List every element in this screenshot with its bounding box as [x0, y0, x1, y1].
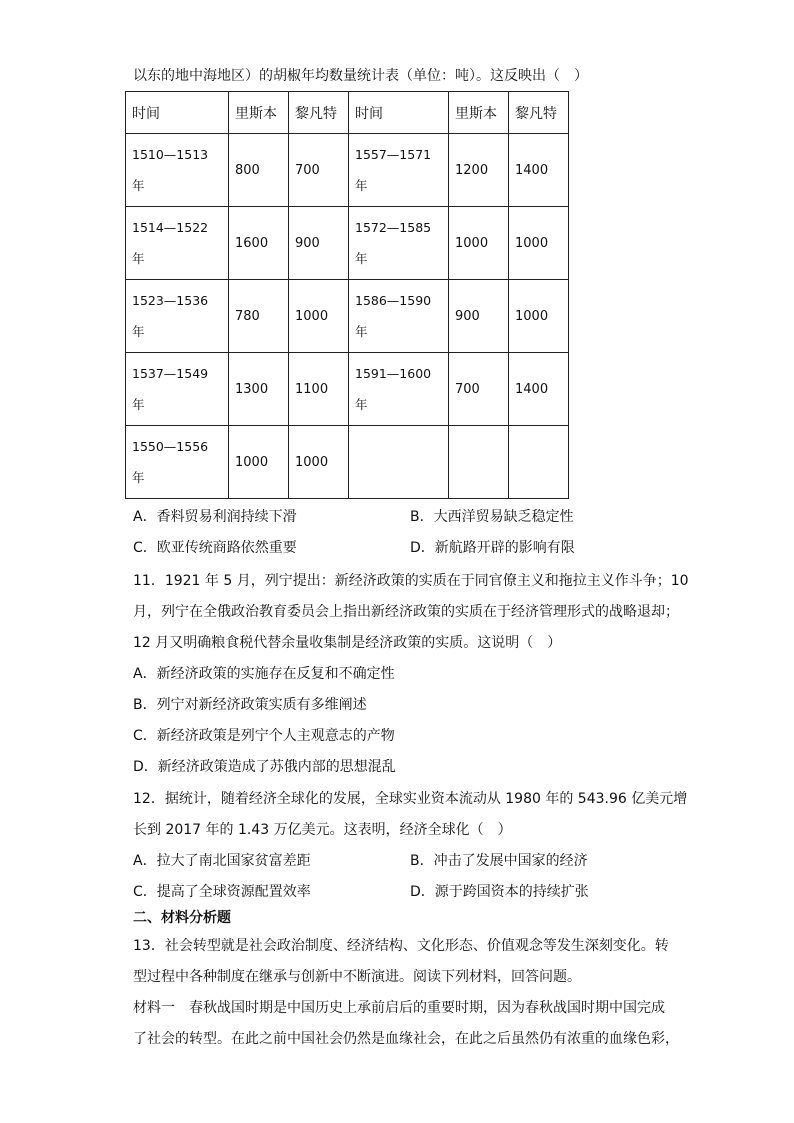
period-range: 1586—1590	[355, 293, 432, 308]
period-unit: 年	[355, 324, 368, 339]
q11-stem-line: 11．1921 年 5 月，列宁提出：新经济政策的实质在于同官僚主义和拖拉主义作斗争；10	[133, 573, 689, 589]
table-cell-levant: 900	[289, 207, 349, 280]
table-header-row	[126, 92, 569, 134]
period-range: 1557—1571	[355, 147, 432, 162]
table-cell-levant: 1400	[509, 134, 569, 207]
table-cell-lisbon: 780	[229, 280, 289, 353]
header-time-2: 时间	[349, 92, 449, 134]
table-cell-lisbon: 1000	[449, 207, 509, 280]
table-cell-period	[126, 207, 229, 280]
table-cell-period	[349, 207, 449, 280]
table-cell-lisbon: 900	[449, 280, 509, 353]
q10-option-d: D．新航路开辟的影响有限	[410, 540, 575, 556]
table-cell-period	[349, 134, 449, 207]
period-range: 1514—1522	[132, 220, 209, 235]
q12-option-c: C．提高了全球资源配置效率	[133, 884, 311, 900]
period-range: 1523—1536	[132, 293, 209, 308]
table-cell-levant: 1000	[509, 207, 569, 280]
q10-option-a: A．香料贸易利润持续下滑	[133, 509, 297, 525]
table-cell-levant: 1100	[289, 353, 349, 426]
table-row	[126, 134, 569, 207]
period-range: 1550—1556	[132, 439, 209, 454]
q12-option-b: B．冲击了发展中国家的经济	[410, 853, 588, 869]
header-lisbon-1: 里斯本	[229, 92, 289, 134]
period-range: 1572—1585	[355, 220, 432, 235]
table-cell-levant: 1000	[289, 426, 349, 499]
header-levant-2: 黎凡特	[509, 92, 569, 134]
q10-option-c: C．欧亚传统商路依然重要	[133, 540, 297, 556]
table-cell-period	[126, 426, 229, 499]
period-unit: 年	[355, 397, 368, 412]
q13-material-line: 了社会的转型。在此之前中国社会仍然是血缘社会，在此之后虽然仍有浓重的血缘色彩，	[133, 1031, 679, 1047]
q10-option-b: B．大西洋贸易缺乏稳定性	[410, 509, 574, 525]
period-unit: 年	[132, 178, 145, 193]
table-cell-period	[126, 134, 229, 207]
table-row	[126, 280, 569, 353]
table-cell-period	[349, 426, 449, 499]
period-unit: 年	[355, 178, 368, 193]
table-cell-lisbon: 1200	[449, 134, 509, 207]
table-cell-levant	[509, 426, 569, 499]
header-time-1: 时间	[126, 92, 229, 134]
period-unit: 年	[132, 397, 145, 412]
table-cell-levant: 1400	[509, 353, 569, 426]
question-10-intro: 以东的地中海地区）的胡椒年均数量统计表（单位：吨）。这反映出（ ）	[133, 68, 588, 84]
table-cell-period	[126, 353, 229, 426]
header-lisbon-2: 里斯本	[449, 92, 509, 134]
period-range: 1537—1549	[132, 366, 209, 381]
q13-stem-line: 型过程中各种制度在继承与创新中不断演进。阅读下列材料，回答问题。	[133, 969, 581, 985]
table-row	[126, 353, 569, 426]
table-cell-levant: 1000	[509, 280, 569, 353]
q11-stem-line: 12 月又明确粮食税代替余量收集制是经济政策的实质。这说明（ ）	[133, 635, 562, 651]
table-cell-lisbon: 1300	[229, 353, 289, 426]
table-cell-lisbon: 700	[449, 353, 509, 426]
table-cell-period	[126, 280, 229, 353]
q11-option-d: D．新经济政策造成了苏俄内部的思想混乱	[133, 759, 396, 775]
period-unit: 年	[132, 470, 145, 485]
table-cell-levant: 700	[289, 134, 349, 207]
period-unit: 年	[132, 324, 145, 339]
table-cell-lisbon: 1000	[229, 426, 289, 499]
q12-option-d: D．源于跨国资本的持续扩张	[410, 884, 589, 900]
table-cell-period	[349, 353, 449, 426]
table-row	[126, 207, 569, 280]
q11-option-a: A．新经济政策的实施存在反复和不确定性	[133, 666, 395, 682]
q11-stem-line: 月，列宁在全俄政治教育委员会上指出新经济政策的实质在于经济管理形式的战略退却；	[133, 604, 679, 620]
period-unit: 年	[355, 251, 368, 266]
pepper-statistics-table	[125, 91, 569, 499]
table-cell-lisbon	[449, 426, 509, 499]
period-unit: 年	[132, 251, 145, 266]
section-title: 二、材料分析题	[133, 910, 231, 926]
period-range: 1510—1513	[132, 147, 209, 162]
table-cell-levant: 1000	[289, 280, 349, 353]
q12-stem-line: 12．据统计，随着经济全球化的发展，全球实业资本流动从 1980 年的 543.96 亿美元增	[133, 791, 688, 807]
table-cell-period	[349, 280, 449, 353]
q13-material-line: 材料一 春秋战国时期是中国历史上承前启后的重要时期，因为春秋战国时期中国完成	[133, 1000, 665, 1016]
table-cell-lisbon: 1600	[229, 207, 289, 280]
q13-stem-line: 13．社会转型就是社会政治制度、经济结构、文化形态、价值观念等发生深刻变化。转	[133, 938, 669, 954]
table-cell-lisbon: 800	[229, 134, 289, 207]
q11-option-b: B．列宁对新经济政策实质有多维阐述	[133, 697, 367, 713]
header-levant-1: 黎凡特	[289, 92, 349, 134]
q12-stem-line: 长到 2017 年的 1.43 万亿美元。这表明，经济全球化（ ）	[133, 822, 512, 838]
q12-option-a: A．拉大了南北国家贫富差距	[133, 853, 311, 869]
period-range: 1591—1600	[355, 366, 432, 381]
table-row	[126, 426, 569, 499]
q11-option-c: C．新经济政策是列宁个人主观意志的产物	[133, 728, 395, 744]
